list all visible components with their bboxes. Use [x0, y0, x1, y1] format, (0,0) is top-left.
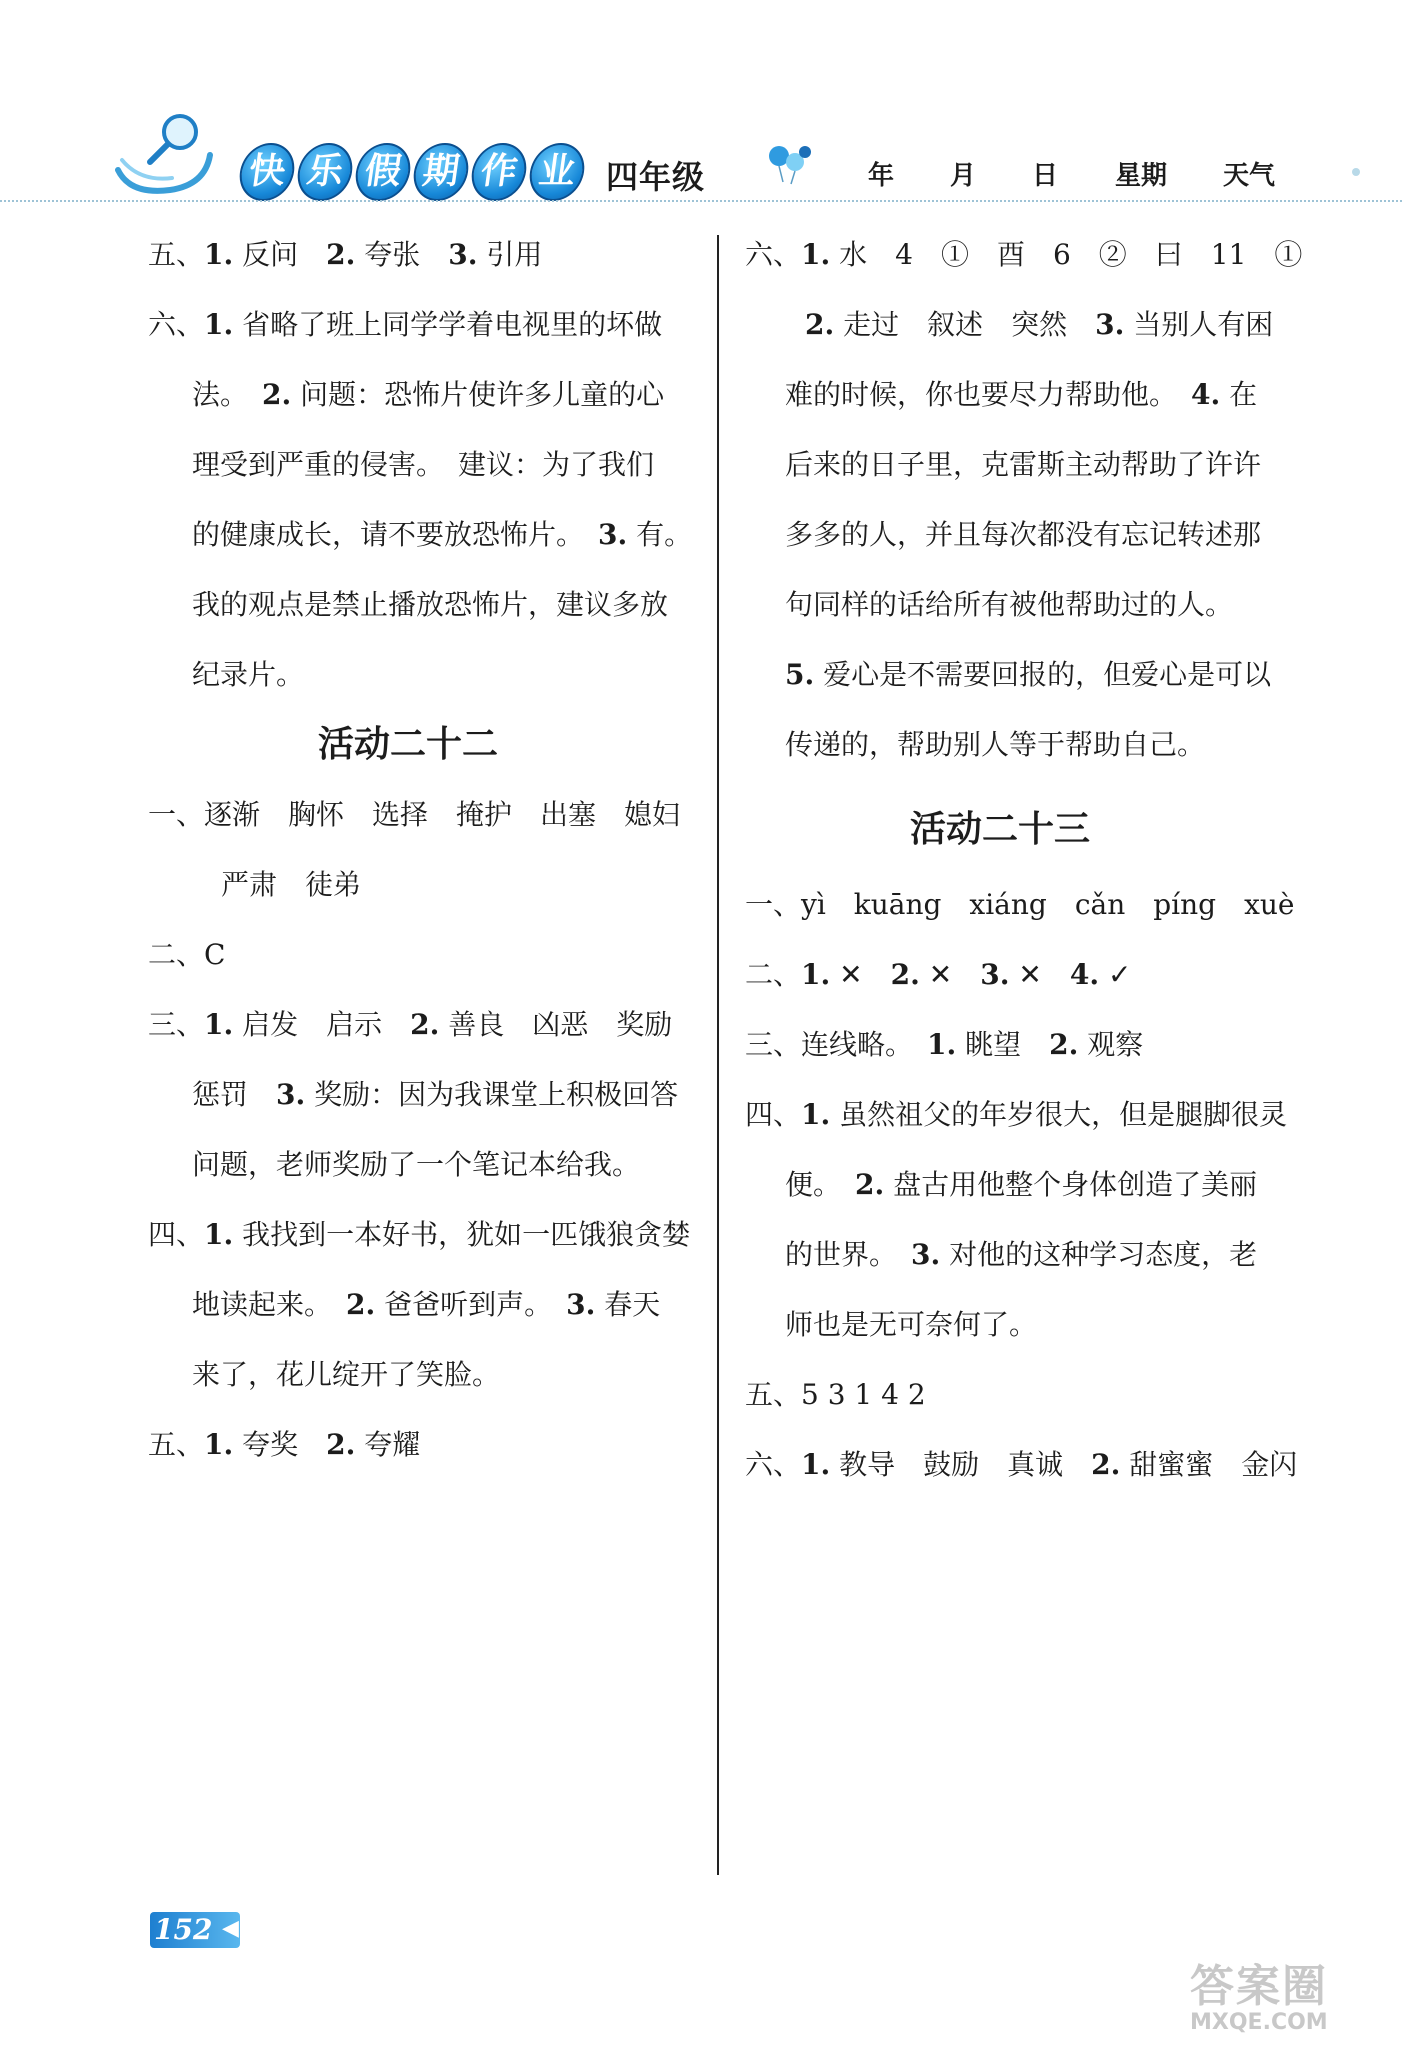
answer-line: 多多的人，并且每次都没有忘记转述那 [785, 518, 1262, 551]
column-divider [717, 235, 719, 1875]
brand-char: 期 [410, 143, 472, 201]
answer-line: 六、1. 教导 鼓励 真诚 2. 甜蜜蜜 金闪 [745, 1448, 1298, 1481]
answer-line: 的健康成长，请不要放恐怖片。 3. 有。 [192, 518, 693, 551]
answer-line: 问题，老师奖励了一个笔记本给我。 [192, 1148, 641, 1181]
answer-line: 五、5 3 1 4 2 [745, 1378, 926, 1411]
answer-line: 难的时候，你也要尽力帮助他。 4. 在 [785, 378, 1258, 411]
answer-line: 2. 走过 叙述 突然 3. 当别人有困 [805, 308, 1274, 341]
answer-line: 后来的日子里，克雷斯主动帮助了许许 [785, 448, 1262, 481]
answer-line: 六、1. 水 4 ① 酉 6 ② 曰 11 ① [745, 238, 1303, 271]
answer-line: 纪录片。 [192, 658, 305, 691]
answer-line: 师也是无可奈何了。 [785, 1308, 1038, 1341]
answer-line: 句同样的话给所有被他帮助过的人。 [785, 588, 1234, 621]
answer-line: 的世界。 3. 对他的这种学习态度，老 [785, 1238, 1258, 1271]
answer-line: 三、1. 启发 启示 2. 善良 凶恶 奖励 [148, 1008, 673, 1041]
answer-line: 传递的，帮助别人等于帮助自己。 [785, 728, 1206, 761]
answer-line: 理受到严重的侵害。 建议：为了我们 [192, 448, 655, 481]
grade-label: 四年级 [606, 158, 706, 196]
answer-line: 二、1. ✕ 2. ✕ 3. ✕ 4. ✓ [745, 958, 1132, 991]
answer-line: 5. 爱心是不需要回报的，但爱心是可以 [785, 658, 1272, 691]
answer-line: 便。 2. 盘古用他整个身体创造了美丽 [785, 1168, 1258, 1201]
watermark-url: MXQE.COM [1190, 2010, 1328, 2035]
watermark-main: 答案圈 [1190, 1961, 1328, 2012]
header-divider [0, 200, 1402, 202]
brand-char: 作 [468, 143, 530, 201]
date-weekday-label: 星期 [1115, 161, 1168, 191]
answer-line: 二、C [148, 938, 226, 971]
answer-line: 四、1. 我找到一本好书，犹如一匹饿狼贪婪 [148, 1218, 691, 1251]
answer-line: 严肃 徒弟 [221, 868, 362, 901]
page-number: 152 [150, 1912, 240, 1948]
answer-line: 来了，花儿绽开了笑脸。 [192, 1358, 501, 1391]
answer-line: 五、1. 反问 2. 夸张 3. 引用 [148, 238, 543, 271]
date-month-label: 月 [950, 161, 977, 191]
balloons-icon [765, 142, 815, 186]
page-arrow-icon: ◀ [222, 1916, 239, 1941]
answer-line: 四、1. 虽然祖父的年岁很大，但是腿脚很灵 [745, 1098, 1288, 1131]
answer-line: 五、1. 夸奖 2. 夸耀 [148, 1428, 421, 1461]
brand-title [240, 143, 584, 201]
brand-char: 乐 [294, 143, 356, 201]
watermark [1190, 1950, 1390, 2050]
brand-char: 假 [352, 143, 414, 201]
date-weather-label: 天气 [1223, 161, 1276, 191]
answer-line: 地读起来。 2. 爸爸听到声。 3. 春天 [192, 1288, 661, 1321]
answer-line: 惩罚 3. 奖励：因为我课堂上积极回答 [192, 1078, 679, 1111]
header-dot [1352, 168, 1360, 176]
answer-line: 一、逐渐 胸怀 选择 掩护 出塞 媳妇 [148, 798, 681, 831]
answer-line: 一、yì kuāng xiáng cǎn píng xuè [745, 888, 1295, 921]
answer-line: 我的观点是禁止播放恐怖片，建议多放 [192, 588, 669, 621]
page-header [0, 0, 1402, 220]
answer-line: 法。 2. 问题：恐怖片使许多儿童的心 [192, 378, 665, 411]
brand-char: 业 [526, 143, 588, 201]
date-year-label: 年 [868, 161, 895, 191]
answer-line: 三、连线略。 1. 眺望 2. 观察 [745, 1028, 1144, 1061]
section-heading: 活动二十三 [910, 809, 1091, 850]
date-day-label: 日 [1032, 161, 1059, 191]
section-heading: 活动二十二 [318, 724, 499, 765]
magnifier-swirl-icon [110, 110, 220, 210]
answer-line: 六、1. 省略了班上同学学着电视里的坏做 [148, 308, 663, 341]
brand-char: 快 [236, 143, 298, 201]
